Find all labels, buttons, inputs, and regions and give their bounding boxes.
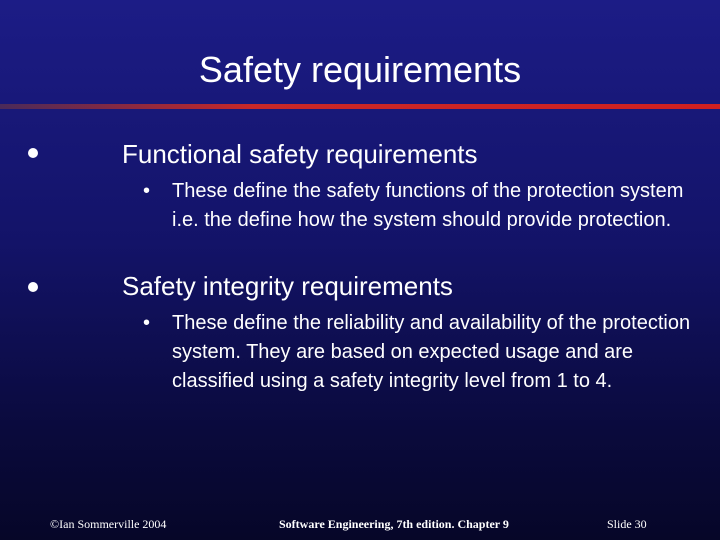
bullet-heading: Safety integrity requirements	[122, 271, 453, 301]
bullet-body: These define the reliability and availability of the protection system. They are based on expected usage and are classified using a safety integrity level from 1 to 4.	[172, 312, 691, 392]
sub-bullet-marker: •	[143, 180, 151, 202]
bullet-dot	[28, 148, 38, 158]
footer-book-title: Software Engineering, 7th edition. Chapter 9	[279, 517, 509, 531]
sub-bullet-marker: •	[143, 312, 151, 334]
bullet-dot	[28, 282, 38, 292]
slide-title: Safety requirements	[198, 49, 522, 90]
bullet-heading: Functional safety requirements	[122, 139, 478, 169]
title-divider	[0, 104, 720, 109]
footer-slide-number: Slide 30	[607, 517, 647, 531]
footer-copyright: ©Ian Sommerville 2004	[50, 517, 167, 531]
bullet-body: These define the safety functions of the protection system i.e. the define how the system should provide protection.	[172, 180, 684, 231]
